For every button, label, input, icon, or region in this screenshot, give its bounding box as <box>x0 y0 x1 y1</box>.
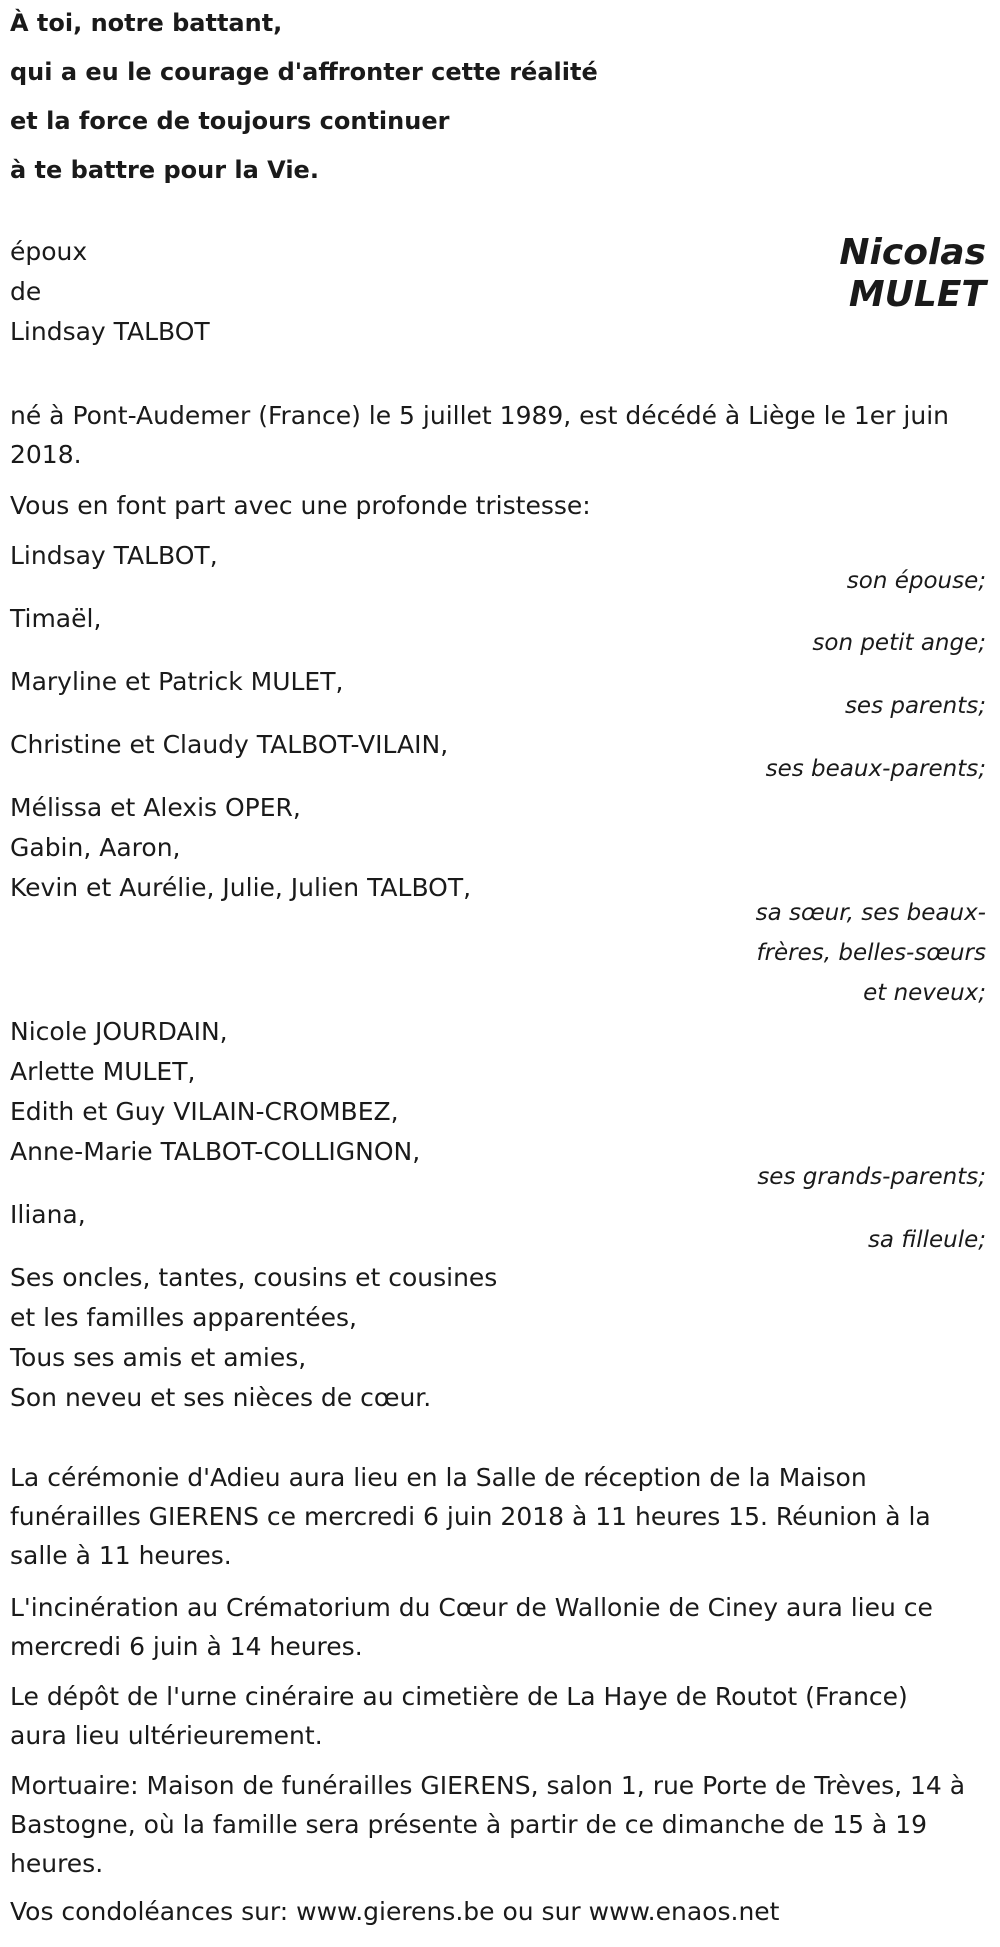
family-role: ses parents; <box>844 693 986 719</box>
mortuary-text: Mortuaire: Maison de funérailles GIERENS, salon 1, rue Porte de Trèves, 14 à Bastogne, où la famille sera présente à partir de ce dimanche de 15 à 19 heures. <box>10 1771 966 1878</box>
family-role: ses grands-parents; <box>757 1164 986 1190</box>
family-member: et les familles apparentées, <box>10 1303 357 1332</box>
family-member: Kevin et Aurélie, Julie, Julien TALBOT, <box>10 873 472 902</box>
deceased-last-name: MULET <box>848 274 986 315</box>
family-member: Christine et Claudy TALBOT-VILAIN, <box>10 730 449 759</box>
family-member: Lindsay TALBOT, <box>10 541 218 570</box>
deceased-first-name: Nicolas <box>839 232 986 273</box>
family-role: sa sœur, ses beaux- <box>755 900 986 926</box>
urn-text: Le dépôt de l'urne cinéraire au cimetière de La Haye de Routot (France) aura lieu ultérieurement. <box>10 1682 908 1750</box>
announcement-text: Vous en font part avec une profonde tristesse: <box>10 491 591 520</box>
family-member: Iliana, <box>10 1200 86 1229</box>
family-role: ses beaux-parents; <box>765 756 986 782</box>
cremation-text: L'incinération au Crématorium du Cœur de Wallonie de Ciney aura lieu ce mercredi 6 juin à 14 heures. <box>10 1593 933 1661</box>
family-member: Son neveu et ses nièces de cœur. <box>10 1383 432 1412</box>
ceremony-text: La cérémonie d'Adieu aura lieu en la Salle de réception de la Maison funérailles GIERENS ce mercredi 6 juin 2018 à 11 heures 15. Réunion à la salle à 11 heures. <box>10 1463 931 1570</box>
deceased-name <box>839 232 986 316</box>
family-role: sa filleule; <box>867 1227 986 1253</box>
family-role: frères, belles-sœurs <box>756 940 986 966</box>
family-member: Maryline et Patrick MULET, <box>10 667 344 696</box>
spouse-name: Lindsay TALBOT <box>10 317 210 346</box>
family-role: son petit ange; <box>812 630 986 656</box>
epigraph-line: et la force de toujours continuer <box>10 107 450 135</box>
epigraph-line: À toi, notre battant, <box>10 9 283 37</box>
family-role: son épouse; <box>846 568 986 594</box>
family-member: Anne-Marie TALBOT-COLLIGNON, <box>10 1137 421 1166</box>
family-member: Tous ses amis et amies, <box>10 1343 307 1372</box>
family-member: Timaël, <box>10 604 102 633</box>
family-member: Edith et Guy VILAIN-CROMBEZ, <box>10 1097 399 1126</box>
condolences-text: Vos condoléances sur: www.gierens.be ou sur www.enaos.net <box>10 1897 780 1926</box>
spouse-label: époux <box>10 237 88 266</box>
birth-death-text: né à Pont-Audemer (France) le 5 juillet 1989, est décédé à Liège le 1er juin 2018. <box>10 401 949 469</box>
spouse-label: de <box>10 277 42 306</box>
family-member: Mélissa et Alexis OPER, <box>10 793 301 822</box>
epigraph-line: à te battre pour la Vie. <box>10 156 319 184</box>
family-member: Arlette MULET, <box>10 1057 196 1086</box>
epigraph-line: qui a eu le courage d'affronter cette réalité <box>10 58 598 86</box>
family-role: et neveux; <box>863 980 986 1006</box>
family-member: Ses oncles, tantes, cousins et cousines <box>10 1263 498 1292</box>
family-member: Gabin, Aaron, <box>10 833 181 862</box>
family-member: Nicole JOURDAIN, <box>10 1017 228 1046</box>
